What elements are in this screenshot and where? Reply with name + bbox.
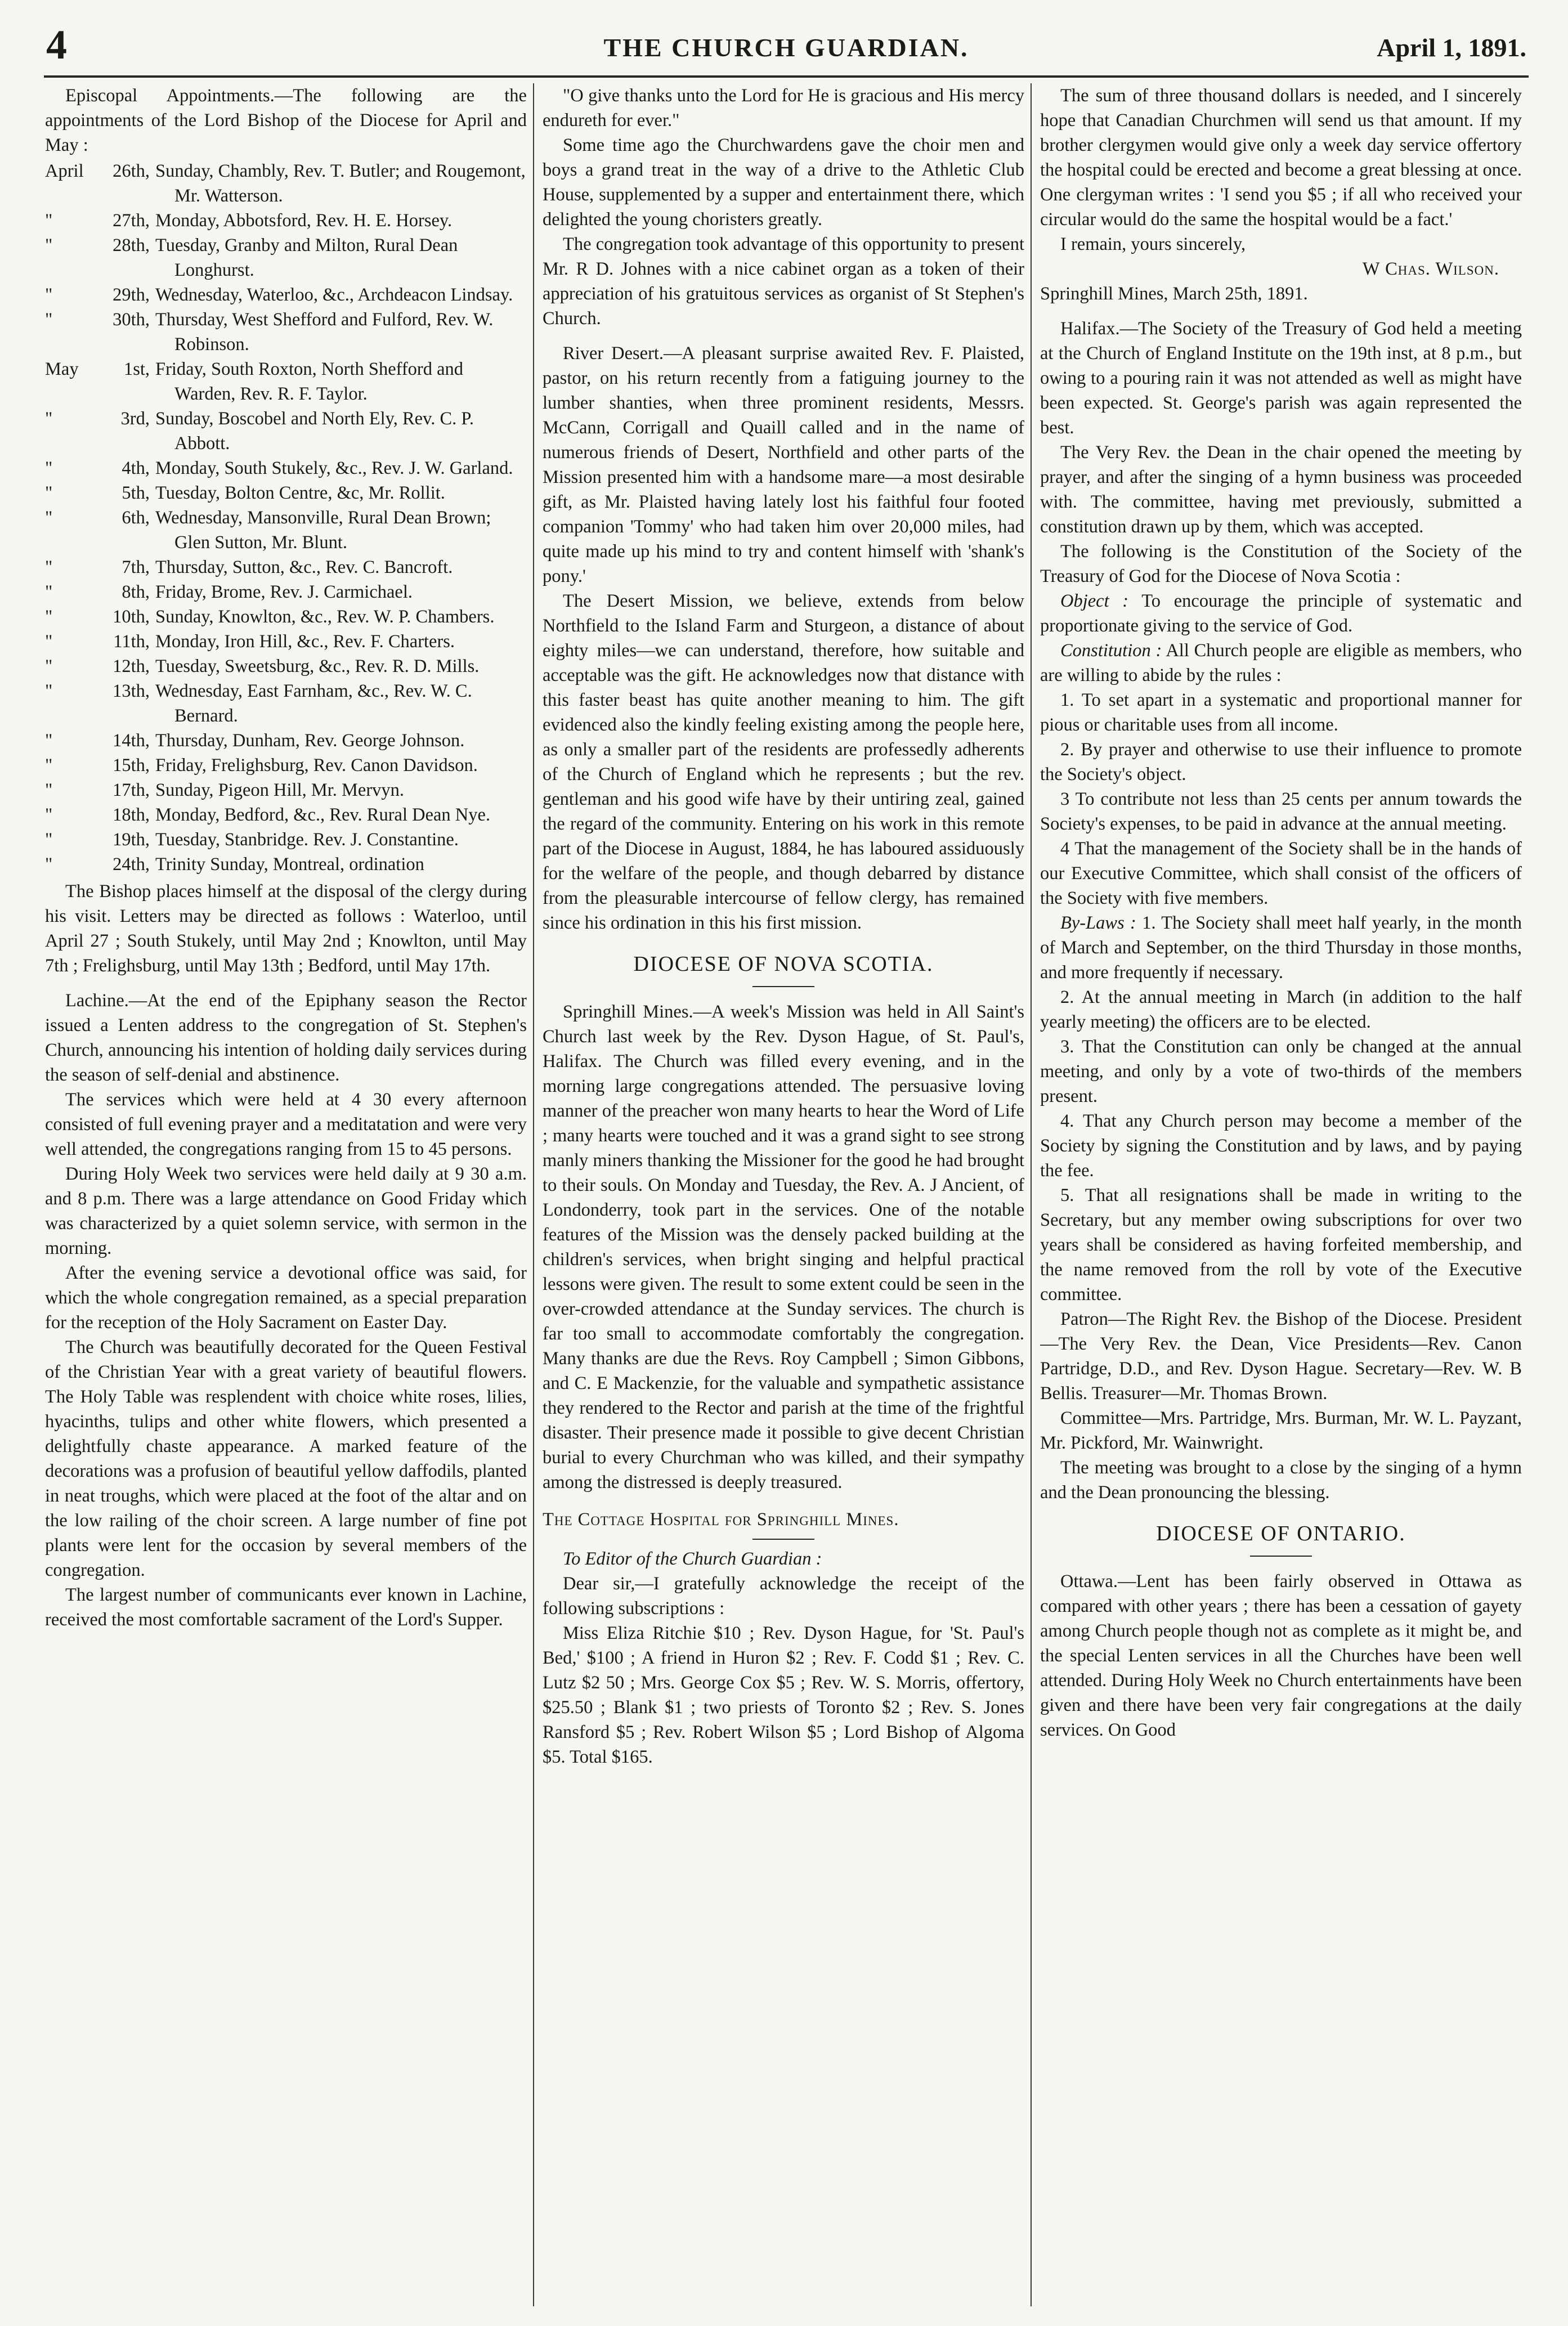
schedule-entry: Monday, Iron Hill, &c., Rev. F. Charters. xyxy=(155,631,455,652)
schedule-day: 12th, xyxy=(113,656,150,676)
schedule-entry: Wednesday, Mansonville, Rural Dean Brown; Glen Sutton, Mr. Blunt. xyxy=(155,508,491,553)
schedule-day: 15th, xyxy=(113,755,150,776)
schedule-entry: Monday, Abbotsford, Rev. H. E. Horsey. xyxy=(155,210,453,231)
bylaw-item: 2. At the annual meeting in March (in addition to the half yearly meeting) the officers are to be elected. xyxy=(1040,987,1522,1032)
schedule-day: 11th, xyxy=(113,631,150,652)
river-desert-article: River Desert.—A pleasant surprise awaited Rev. F. Plaisted, pastor, on his return recently from a fatiguing journey to the lumber shanties, when three prominent residents, Messrs. McCann, Corrigall and Quaill called and in the name of numerous friends of Desert, Northfield and other parts of the Mission presented him with a handsome mare—a most desirable gift, as Mr. Plaisted having lately lost his faithful four footed companion 'Tommy' who had taken him over 20,000 miles, had quite made up his mind to try and content himself with 'shank's pony.' xyxy=(543,343,1024,586)
schedule-day: 24th, xyxy=(113,854,150,875)
page-number: 4 xyxy=(46,22,67,68)
letter-place-date: Springhill Mines, March 25th, 1891. xyxy=(1040,284,1308,304)
schedule-entry: Monday, Bedford, &c., Rev. Rural Dean Nye. xyxy=(155,805,491,825)
bylaw-first: 1. The Society shall meet half yearly, in the month of March and September, on the third Thursday in those months, and more frequently if necessary. xyxy=(1040,913,1522,983)
episcopal-appointments-intro: Episcopal Appointments.—The following are the appointments of the Lord Bishop of the Diocese for April and May : xyxy=(45,86,527,155)
schedule-row xyxy=(45,159,527,208)
schedule-row xyxy=(45,679,527,728)
schedule-month: " xyxy=(45,780,53,800)
schedule-month: " xyxy=(45,285,53,305)
column-divider xyxy=(533,83,534,2306)
editor-salutation: To Editor of the Church Guardian : xyxy=(563,1549,822,1569)
halifax-article: Halifax.—The Society of the Treasury of God held a meeting at the Church of England Institute on the 19th inst, at 8 p.m., but owing to a pouring rain it was not attended as well as might have been expected. St. George's parish was again represented the best. xyxy=(1040,319,1522,438)
appointments-schedule xyxy=(45,159,527,877)
schedule-row xyxy=(45,753,527,778)
column-divider xyxy=(1031,83,1032,2306)
article-paragraph: Dear sir,—I gratefully acknowledge the receipt of the following subscriptions : xyxy=(543,1574,1024,1619)
object-clause xyxy=(1040,589,1522,638)
schedule-entry: Tuesday, Bolton Centre, &c, Mr. Rollit. xyxy=(155,483,445,503)
schedule-row xyxy=(45,456,527,481)
bylaw-item: 5. That all resignations shall be made in writing to the Secretary, but any member owing subscriptions for over two years shall be considered as having forfeited membership, and the name removed from the roll by vote of the Executive committee. xyxy=(1040,1185,1522,1305)
schedule-day: 8th, xyxy=(122,582,150,602)
schedule-entry: Friday, Brome, Rev. J. Carmichael. xyxy=(155,582,413,602)
schedule-day: 3rd, xyxy=(120,409,150,429)
article-paragraph: The meeting was brought to a close by the singing of a hymn and the Dean pronouncing the blessing. xyxy=(1040,1458,1522,1503)
schedule-month: " xyxy=(45,483,53,503)
officers-list: Patron—The Right Rev. the Bishop of the Diocese. President—The Very Rev. the Dean, Vice Presidents—Rev. Canon Partridge, D.D., and Rev. Dyson Hague. Secretary—Rev. W. B Bellis. Treasurer—Mr. Thomas Brown. xyxy=(1040,1309,1522,1404)
schedule-month: " xyxy=(45,805,53,825)
constitution-label: Constitution : xyxy=(1060,640,1162,661)
bishop-note: The Bishop places himself at the disposal of the clergy during his visit. Letters may be directed as follows : Waterloo, until April 27 ; South Stukely, until May 2nd ; Knowlton, until May 7th ; Frelighsburg, until May 13th ; Bedford, until May 17th. xyxy=(45,881,527,976)
article-paragraph: After the evening service a devotional office was said, for which the whole congregation remained, as a special preparation for the reception of the Holy Sacrament on Easter Day. xyxy=(45,1263,527,1333)
schedule-entry: Sunday, Knowlton, &c., Rev. W. P. Chambers. xyxy=(155,607,495,627)
schedule-entry: Sunday, Boscobel and North Ely, Rev. C. P. Abbott. xyxy=(155,409,474,454)
article-paragraph: The following is the Constitution of the Society of the Treasury of God for the Diocese of Nova Scotia : xyxy=(1040,541,1522,586)
schedule-entry: Sunday, Pigeon Hill, Mr. Mervyn. xyxy=(155,780,405,800)
schedule-entry: Thursday, Sutton, &c., Rev. C. Bancroft. xyxy=(155,557,453,577)
schedule-day: 14th, xyxy=(113,730,150,751)
schedule-month: " xyxy=(45,310,53,330)
schedule-entry: Friday, South Roxton, North Shefford and Warden, Rev. R. F. Taylor. xyxy=(155,359,464,404)
schedule-month: " xyxy=(45,631,53,652)
newspaper-title: THE CHURCH GUARDIAN. xyxy=(603,33,969,62)
schedule-day: 27th, xyxy=(113,210,150,231)
committee-list: Committee—Mrs. Partridge, Mrs. Burman, Mr. W. L. Payzant, Mr. Pickford, Mr. Wainwright. xyxy=(1040,1408,1522,1453)
schedule-row xyxy=(45,803,527,827)
column-1 xyxy=(45,83,527,2306)
heading-rule xyxy=(1250,1556,1312,1557)
schedule-day: 29th, xyxy=(113,285,150,305)
constitution-text: All Church people are eligible as members, who are willing to abide by the rules : xyxy=(1040,640,1522,685)
schedule-month: " xyxy=(45,681,53,701)
schedule-day: 6th, xyxy=(122,508,150,528)
schedule-month: " xyxy=(45,557,53,577)
article-paragraph: Some time ago the Churchwardens gave the choir men and boys a grand treat in the way of a drive to the Athletic Club House, supplemented by a supper and entertainment there, which delighted the young choristers greatly. xyxy=(543,135,1024,230)
psalm-quote: "O give thanks unto the Lord for He is gracious and His mercy endureth for ever." xyxy=(543,86,1024,131)
schedule-row xyxy=(45,208,527,233)
constitution-rule: 4 That the management of the Society shall be in the hands of our Executive Committee, which shall consist of the officers of the Society with five members. xyxy=(1040,839,1522,908)
schedule-row xyxy=(45,629,527,654)
springhill-mines-article: Springhill Mines.—A week's Mission was held in All Saint's Church last week by the Rev. Dyson Hague, of St. Paul's, Halifax. The Church was filled every evening, and in the morning large congregations attended. The persuasive loving manner of the preacher won many hearts to hear the Word of Life ; many hearts were touched and it was a grand sight to see strong manly miners thanking the Missioner for the good he had brought to their souls. On Monday and Tuesday, the Rev. A. J Ancient, of Londonderry, took part in the services. One of the notable features of the Mission was the densely packed building at the children's services, when bright singing and helpful practical lessons were given. The result to some extent could be seen in the over-crowded attendance at the Sunday services. The church is far too small to accommodate comfortably the congregation. Many thanks are due the Revs. Roy Campbell ; Simon Gibbons, and C. E Mackenzie, for the valuable and sympathetic assistance they rendered to the Rector and parish at the time of the frightful disaster. Their presence made it possible to give decent Christian burial to every Churchman who was killed, and their sympathy among the distressed is deeply treasured. xyxy=(543,1002,1024,1493)
issue-date: April 1, 1891. xyxy=(1377,33,1526,62)
schedule-row xyxy=(45,654,527,679)
constitution-rule: 3 To contribute not less than 25 cents per annum towards the Society's expenses, to be paid in advance at the annual meeting. xyxy=(1040,789,1522,834)
heading-rule xyxy=(752,1539,814,1540)
schedule-month: " xyxy=(45,656,53,676)
bylaws-list xyxy=(1040,985,1522,1307)
ottawa-article: Ottawa.—Lent has been fairly observed in Ottawa as compared with other years ; there has been a cessation of gayety among Church people though not as complete as it might be, and the special Lenten services in all the Churches have been well attended. During Holy Week no Church entertainments have been given and there have been very fair congregations at the daily services. On Good xyxy=(1040,1571,1522,1740)
section-heading-nova-scotia: DIOCESE OF NOVA SCOTIA. xyxy=(633,952,934,976)
schedule-month: " xyxy=(45,409,53,429)
schedule-month: " xyxy=(45,755,53,776)
schedule-day: 19th, xyxy=(113,830,150,850)
article-paragraph: The services which were held at 4 30 every afternoon consisted of full evening prayer and a meditatation and were very well attended, the congregations ranging from 15 to 45 persons. xyxy=(45,1090,527,1159)
schedule-row xyxy=(45,852,527,877)
schedule-entry: Tuesday, Sweetsburg, &c., Rev. R. D. Mills. xyxy=(155,656,480,676)
schedule-month: " xyxy=(45,582,53,602)
schedule-row xyxy=(45,778,527,803)
article-paragraph: During Holy Week two services were held daily at 9 30 a.m. and 8 p.m. There was a large attendance on Good Friday which was characterized by a quiet solemn service, with sermon in the morning. xyxy=(45,1164,527,1258)
schedule-day: 30th, xyxy=(113,310,150,330)
schedule-row xyxy=(45,580,527,604)
schedule-row xyxy=(45,233,527,283)
constitution-clause xyxy=(1040,638,1522,688)
object-label: Object : xyxy=(1060,591,1129,611)
article-paragraph: The Desert Mission, we believe, extends from below Northfield to the Island Farm and Sturgeon, a distance of about eighty miles—we can understand, therefore, how suitable and acceptable was the gift. He acknowledges now that distance with this faster beast has quite another meaning to him. The gift evidenced also the kindly feeling existing among the people here, as only a smaller part of the residents are professedly adherents of the Church of England which he represents ; but the rev. gentleman and his good wife have by their untiring zeal, gained the regard of the community. Entering on his work in this remote part of the Diocese in August, 1884, he has laboured assiduously for the welfare of the people, and though debarred by distance from the pleasurable intercourse of fellow clergy, has remained since his ordination in this his first mission. xyxy=(543,591,1024,933)
bylaw-item: 3. That the Constitution can only be changed at the annual meeting, and only by a vote of two-thirds of the members present. xyxy=(1040,1037,1522,1106)
bylaws-clause xyxy=(1040,911,1522,985)
section-heading-ontario: DIOCESE OF ONTARIO. xyxy=(1156,1522,1406,1545)
bylaw-item: 4. That any Church person may become a member of the Society by signing the Constitution and by laws, and by paying the fee. xyxy=(1040,1111,1522,1181)
schedule-row xyxy=(45,481,527,505)
schedule-month: April xyxy=(45,161,84,181)
article-paragraph: The Very Rev. the Dean in the chair opened the meeting by prayer, and after the singing of a hymn business was proceeded with. The committee, having met previously, submitted a constitution drawn up by them, which was accepted. xyxy=(1040,442,1522,537)
lachine-article: Lachine.—At the end of the Epiphany season the Rector issued a Lenten address to the congregation of St. Stephen's Church, announcing his intention of holding daily services during the season of self-denial and abstinence. xyxy=(45,991,527,1085)
schedule-entry: Friday, Frelighsburg, Rev. Canon Davidson. xyxy=(155,755,478,776)
schedule-entry: Thursday, Dunham, Rev. George Johnson. xyxy=(155,730,465,751)
schedule-entry: Wednesday, East Farnham, &c., Rev. W. C. Bernard. xyxy=(155,681,472,726)
schedule-entry: Sunday, Chambly, Rev. T. Butler; and Rougemont, Mr. Watterson. xyxy=(155,161,526,206)
article-paragraph: The congregation took advantage of this opportunity to present Mr. R D. Johnes with a nice cabinet organ as a token of their appreciation of his gratuitous services as organist of St Stephen's Church. xyxy=(543,234,1024,329)
schedule-month: May xyxy=(45,359,79,379)
letter-signature: W Chas. Wilson. xyxy=(1362,259,1499,279)
schedule-row xyxy=(45,283,527,307)
schedule-day: 28th, xyxy=(113,235,150,256)
subscriptions-list: Miss Eliza Ritchie $10 ; Rev. Dyson Hague, for 'St. Paul's Bed,' $100 ; A friend in Huron $2 ; Rev. F. Codd $1 ; Rev. C. Lutz $2 50 ; Mrs. George Cox $5 ; Rev. W. S. Morris, offertory, $25.50 ; Blank $1 ; two priests of Toronto $2 ; Rev. S. Jones Ransford $5 ; Rev. Robert Wilson $5 ; Lord Bishop of Algoma $5. Total $165. xyxy=(543,1623,1024,1767)
schedule-entry: Trinity Sunday, Montreal, ordination xyxy=(155,854,424,875)
schedule-day: 26th, xyxy=(113,161,150,181)
schedule-entry: Tuesday, Stanbridge. Rev. J. Constantine. xyxy=(155,830,459,850)
schedule-day: 10th, xyxy=(113,607,150,627)
schedule-entry: Monday, South Stukely, &c., Rev. J. W. Garland. xyxy=(155,458,513,478)
cottage-hospital-heading: The Cottage Hospital for Springhill Mines. xyxy=(543,1509,899,1530)
schedule-month: " xyxy=(45,830,53,850)
schedule-entry: Thursday, West Shefford and Fulford, Rev. W. Robinson. xyxy=(155,310,494,355)
letter-closing: I remain, yours sincerely, xyxy=(1060,234,1246,254)
constitution-rule: 2. By prayer and otherwise to use their influence to promote the Society's object. xyxy=(1040,740,1522,785)
schedule-row xyxy=(45,307,527,357)
constitution-rules xyxy=(1040,688,1522,911)
schedule-row xyxy=(45,827,527,852)
article-paragraph: The largest number of communicants ever known in Lachine, received the most comfortable sacrament of the Lord's Supper. xyxy=(45,1585,527,1630)
schedule-entry: Wednesday, Waterloo, &c., Archdeacon Lindsay. xyxy=(155,285,513,305)
schedule-day: 13th, xyxy=(113,681,150,701)
schedule-day: 4th, xyxy=(122,458,150,478)
schedule-row xyxy=(45,505,527,555)
schedule-day: 17th, xyxy=(113,780,150,800)
column-3 xyxy=(1040,83,1522,2306)
object-text: To encourage the principle of systematic and proportionate giving to the service of God. xyxy=(1040,591,1522,636)
schedule-month: " xyxy=(45,458,53,478)
constitution-rule: 1. To set apart in a systematic and proportional manner for pious or charitable uses from all income. xyxy=(1040,690,1522,735)
schedule-month: " xyxy=(45,730,53,751)
schedule-row xyxy=(45,357,527,406)
schedule-day: 7th, xyxy=(122,557,150,577)
article-paragraph: The Church was beautifully decorated for the Queen Festival of the Christian Year with a great variety of beautiful flowers. The Holy Table was resplendent with choice white roses, lilies, hyacinths, tulips and other white flowers, which presented a delightfully chaste appearance. A marked feature of the decorations was a profusion of beautiful yellow daffodils, planted in neat troughs, which were placed at the foot of the altar and on the low railing of the choir screen. A large number of fine pot plants were lent for the occasion by several members of the congregation. xyxy=(45,1337,527,1580)
schedule-day: 1st, xyxy=(123,359,150,379)
schedule-month: " xyxy=(45,508,53,528)
column-2 xyxy=(543,83,1024,2306)
schedule-row xyxy=(45,604,527,629)
schedule-row xyxy=(45,555,527,580)
article-paragraph: The sum of three thousand dollars is needed, and I sincerely hope that Canadian Churchmen will send us that amount. If my brother clergymen would give only a week day service offertory the hospital could be erected and become a great blessing at once. One clergyman writes : 'I send you $5 ; if all who received your circular would do the same the hospital would be a fact.' xyxy=(1040,86,1522,230)
schedule-day: 18th, xyxy=(113,805,150,825)
bylaws-label: By-Laws : xyxy=(1060,913,1136,933)
heading-rule xyxy=(752,986,814,987)
schedule-entry: Tuesday, Granby and Milton, Rural Dean Longhurst. xyxy=(155,235,458,280)
schedule-row xyxy=(45,728,527,753)
schedule-month: " xyxy=(45,854,53,875)
schedule-row xyxy=(45,406,527,456)
schedule-day: 5th, xyxy=(122,483,150,503)
schedule-month: " xyxy=(45,235,53,256)
masthead xyxy=(44,21,1529,78)
schedule-month: " xyxy=(45,210,53,231)
schedule-month: " xyxy=(45,607,53,627)
